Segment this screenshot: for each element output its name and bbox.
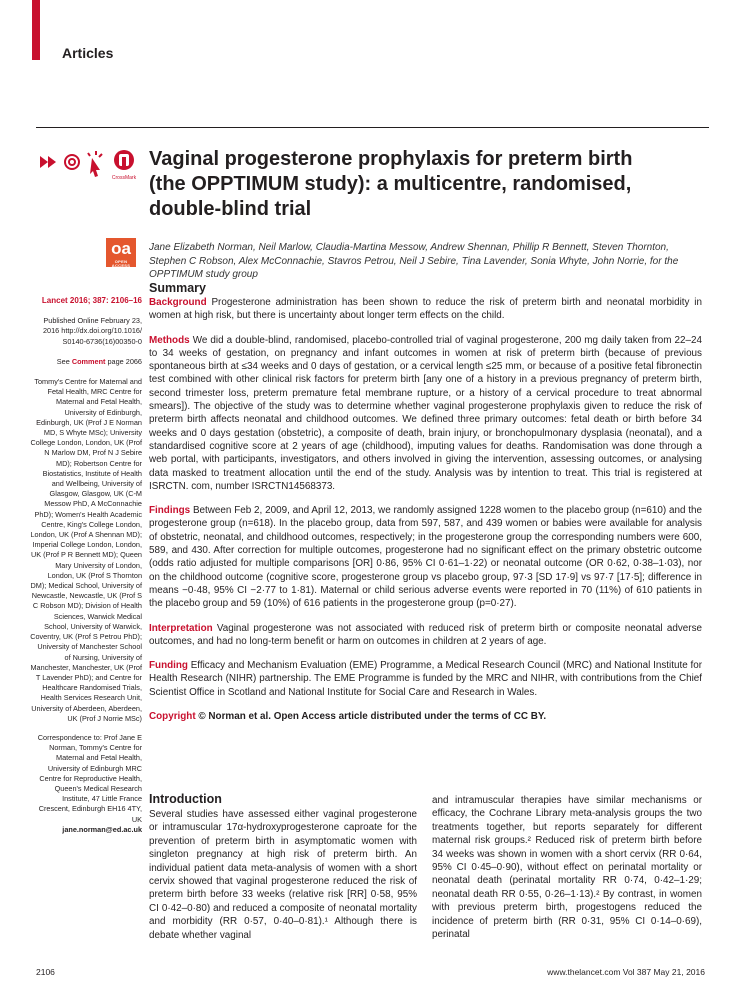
section-label: Articles [62, 45, 114, 61]
author-affiliations: Tommy's Centre for Maternal and Fetal Health, MRC Centre for Maternal and Fetal Health, University of Edinburgh, Edinburgh, UK (Prof J E Norman MD, S Whyte MSc); University College London, London, UK (Prof N Marlow DM, Prof N J Sebire MD); Robertson Centre for Biostatistics, Institute of Health and Wellbeing, University of Glasgow, Glasgow, UK (C-M Messow PhD, A McConnachie PhD); Women's Health Academic Centre, King's College London, London, UK (Prof A Shennan MD); Imperial College London, London, UK (Prof P R Bennett MD); Queen Mary University of London, London, UK (Prof S Thornton DM); Medical School, University of Newcastle, Newcastle, UK (Prof S C Robson MD); Division of Health Sciences, Warwick Medical School, University of Warwick, Coventry, UK (Prof S Petrou PhD); University of Manchester School of Nursing, University of Manchester, Manchester, UK (Prof T Lavender PhD); and Centre for Healthcare Randomised Trials, Health Services Research Unit, University of Aberdeen, Aberdeen, UK (Prof J Norrie MSc) [30, 377, 142, 723]
introduction-column-1: Several studies have assessed either vaginal progesterone or intramuscular 17α-hydroxyprogesterone caproate for the prevention of preterm birth in asymptomatic women with singleton pregnancy at high risk of preterm birth. An individual patient data meta-analysis of women with a short cervix showed that vaginal progesterone reduced the risk of preterm birth before 33 weeks (relative risk [RR] 0·58, 95% CI 0·42–0·80) and reduced a composite of neonatal mortality and morbidity (RR 0·57, 0·40–0·81).¹ Although there is debate whether vaginal [149, 809, 417, 941]
click-cursor-icon [88, 151, 102, 177]
at-sign-icon [65, 155, 79, 169]
summary-methods: Methods We did a double-blind, randomised, placebo-controlled trial of vaginal progesterone, 200 mg daily taken from 22–24 to 34 weeks of gestation, on pregnancy and infant outcomes in women at risk of preterm birth (because of previous spontaneous birth at ≤34 weeks and 0 days of gestation, or a cervical length ≤25 mm, or because of a positive fetal fibronectin test combined with other clinical risk factors for preterm birth [any one of a history in a previous pregnancy of preterm birth, second trimester loss, preterm premature fetal membrane rupture, or a history of a cervical procedure to treat abnormal smears]). The objective of the study was to determine whether vaginal progesterone prophylaxis given to reduce the risk of preterm birth affects neonatal and childhood outcomes. We defined three primary outcomes: fetal death or birth before 34 weeks and 0 days gestation (obstetric), a composite of death, brain injury, or bronchopulmonary dysplasia (neonatal), and a standardised cognitive score at 2 years of age (childhood), imputing values for deaths. Randomisation was done through a web portal, with participants, investigators, and others involved in giving the intervention, assessing outcomes, or analysing data masked to treatment allocation until the end of the study. Analysis was by intention to treat. This trial is registered at ISRCTN. com, number ISRCTN14568373. [149, 334, 702, 492]
oa-sublabel: OPEN ACCESS [111, 259, 131, 268]
crossmark-icon [112, 150, 137, 181]
journal-citation: Lancet 2016; 387: 2106–16 [41, 296, 142, 305]
summary-funding: Funding Efficacy and Mechanism Evaluation (EME) Programme, a Medical Research Council (MRC) and National Institute for Health Research (NIHR) partnership. The EME Programme is funded by the MRC and NIHR, with contributions from the Chief Scientist Office in Scotland and National Institute for Social Care and Research in Wales. [149, 660, 702, 698]
chevron-arrows-icon [40, 156, 56, 168]
summary-block [149, 296, 702, 734]
section-marker-bar [32, 0, 40, 60]
comment-link-line: See Comment page 2066 [56, 356, 142, 366]
journal-footer: www.thelancet.com Vol 387 May 21, 2016 [547, 967, 705, 977]
crossmark-label: CrossMark [111, 175, 137, 181]
summary-interpretation: Interpretation Vaginal progesterone was not associated with reduced risk of preterm birth or composite neonatal adverse outcomes, and had no long-term benefit or harm on outcomes in children at 2 years of age. [149, 622, 702, 647]
author-list: Jane Elizabeth Norman, Neil Marlow, Claudia-Martina Messow, Andrew Shennan, Phillip R Bennett, Steven Thornton, Stephen C Robson, Alex McConnachie, Stavros Petrou, Neil J Sebire, Tina Lavender, Sonia Whyte, John Norrie, for the OPPTIMUM study group [149, 242, 679, 280]
summary-copyright: Copyright © Norman et al. Open Access article distributed under the terms of CC BY. [149, 711, 547, 723]
comment-link[interactable]: Comment [71, 356, 106, 366]
correspondence: Correspondence to: Prof Jane E Norman, Tommy's Centre for Maternal and Fetal Health, University of Edinburgh MRC Centre for Reproductive Health, Queen's Medical Research Institute, 47 Little France Crescent, Edinburgh EH16 4TY, UK jane.norman@ed.ac.uk [37, 732, 142, 834]
header-divider [36, 127, 709, 128]
access-icons [38, 148, 142, 184]
summary-heading: Summary [149, 281, 206, 295]
summary-background: Background Progesterone administration has been shown to reduce the risk of preterm birth and neonatal morbidity in women at high risk, but there is uncertainty about longer term effects on the child. [149, 297, 702, 322]
correspondence-email[interactable]: jane.norman@ed.ac.uk [62, 824, 142, 834]
introduction-column-2: and intramuscular therapies have similar mechanisms or efficacy, the Cochrane Library meta-analysis groups the two treatments together, but reports separately for different maternal risk groups.² Reduced risk of preterm birth before 34 weeks was shown in women with a short cervix (RR 0·64, 95% CI 0·45–0·90), without effect on perinatal mortality or neonatal death (perinatal mortality RR 0·74, 0·42–1·29; neonatal death RR 0·55, 0·26–1·13).² By contrast, in women with previous preterm birth, progestogens reduced the incidence of preterm birth (RR 0·31, 95% CI 0·14–0·69), perinatal [432, 795, 702, 941]
article-title: Vaginal progesterone prophylaxis for preterm birth (the OPPTIMUM study): a multicentre, randomised, double-blind trial [149, 148, 633, 220]
sidebar-notes [30, 296, 142, 835]
summary-findings: Findings Between Feb 2, 2009, and April 12, 2013, we randomly assigned 1228 women to the placebo group (n=610) and the progesterone group (n=618). In the placebo group, data from 597, 587, and 439 women or babies were available for analysis of obstetric, neonatal, and childhood outcomes, respectively; in the progesterone group the corresponding numbers were 600, 589, and 430. After correction for multiple outcomes, progesterone had no significant effect on the primary obstetric outcome (odds ratio adjusted for multiple comparisons [OR] 0·86, 95% CI 0·61–1·22) or neonatal outcome (OR 0·62, 0·38–1·03), nor on the childhood outcome (cognitive score, progesterone group vs placebo group, 97·3 [SD 17·9] vs 97·7 [17·5]; difference in means −0·48, 95% CI −2·77 to 1·81). Maternal or child serious adverse events were reported in 70 (11%) of 610 patients in the placebo group and 59 (10%) of 616 patients in the progesterone group (p=0·27). [149, 505, 702, 610]
oa-label: oa [111, 239, 131, 258]
open-access-badge [106, 238, 136, 267]
page-number: 2106 [36, 967, 55, 977]
published-info: Published Online February 23, 2016 http://dx.doi.org/10.1016/ S0140-6736(16)00350-0 [43, 316, 142, 346]
introduction-heading: Introduction [149, 792, 222, 806]
